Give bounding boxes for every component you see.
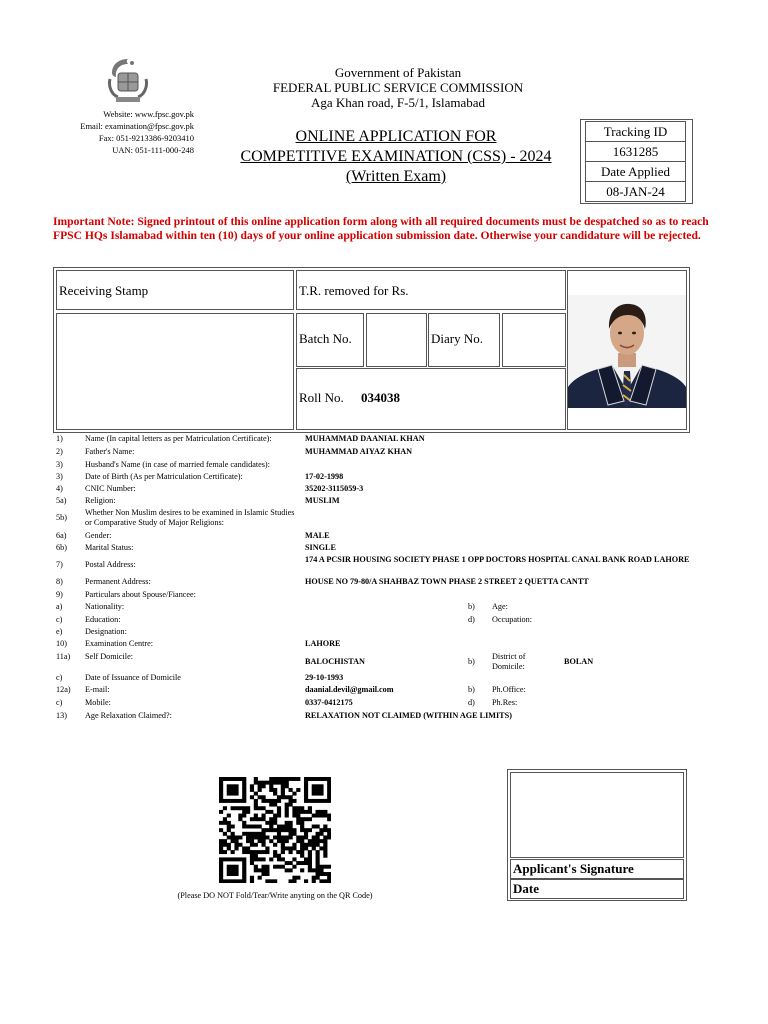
field-label: Age Relaxation Claimed?:	[85, 711, 172, 720]
field-label: District of Domicile:	[492, 652, 526, 671]
field-label: Date of Issuance of Domicile	[85, 673, 181, 682]
website-text: Website: www.fpsc.gov.pk	[103, 109, 194, 119]
field-label: Permanent Address:	[85, 577, 151, 586]
field-label: E-mail:	[85, 685, 110, 694]
tr-removed-label: T.R. removed for Rs.	[299, 283, 409, 298]
field-value-name: MUHAMMAD DAANIAL KHAN	[305, 434, 425, 443]
field-value-email: daanial.devil@gmail.com	[305, 685, 394, 694]
field-label: Age:	[492, 602, 508, 611]
diary-no-cell	[428, 313, 500, 367]
field-num: 5a)	[56, 496, 67, 505]
field-value-dob: 17-02-1998	[305, 472, 344, 481]
qr-note: (Please DO NOT Fold/Tear/Write anyting on the QR Code)	[177, 891, 373, 900]
field-value-permanent-address: HOUSE NO 79-80/A SHAHBAZ TOWN PHASE 2 STREET 2 QUETTA CANTT	[305, 577, 589, 586]
field-value-domicile-date: 29-10-1993	[305, 673, 344, 682]
field-num: c)	[56, 615, 63, 624]
applicant-photo	[568, 295, 686, 408]
field-num: 7)	[56, 560, 63, 569]
field-num: 1)	[56, 434, 63, 443]
field-value-exam-centre: LAHORE	[305, 639, 341, 648]
field-value-age-relaxation: RELAXATION NOT CLAIMED (WITHIN AGE LIMITS)	[305, 711, 512, 720]
field-num: 4)	[56, 484, 63, 493]
stamp-area	[56, 313, 294, 430]
field-label: Gender:	[85, 531, 112, 540]
field-label: Husband's Name (in case of married female candidates):	[85, 460, 270, 469]
field-label: Occupation:	[492, 615, 533, 624]
date-applied-value: 08-JAN-24	[585, 181, 686, 202]
field-label: Father's Name:	[85, 447, 135, 456]
field-label: Education:	[85, 615, 121, 624]
field-label: Designation:	[85, 627, 127, 636]
header-commission: FEDERAL PUBLIC SERVICE COMMISSION	[272, 80, 524, 95]
roll-no-cell	[296, 368, 566, 430]
batch-no-value	[366, 313, 427, 367]
field-num: b)	[468, 685, 475, 694]
tracking-id-label: Tracking ID	[585, 121, 686, 142]
batch-no-cell	[296, 313, 364, 367]
field-num: d)	[468, 615, 475, 624]
field-label: CNIC Number:	[85, 484, 136, 493]
field-num: 2)	[56, 447, 63, 456]
field-label: Mobile:	[85, 698, 111, 707]
field-num: e)	[56, 627, 63, 636]
field-num: 3)	[56, 472, 63, 481]
field-value-marital-status: SINGLE	[305, 543, 336, 552]
field-num: 13)	[56, 711, 67, 720]
field-num: c)	[56, 698, 63, 707]
field-label: Name (In capital letters as per Matriculation Certificate):	[85, 434, 272, 443]
applicant-signature-text: Applicant's Signature	[513, 861, 634, 876]
field-num: 12a)	[56, 685, 71, 694]
field-label: Marital Status:	[85, 543, 134, 552]
field-num: 9)	[56, 590, 63, 599]
uan-text: UAN: 051-111-000-248	[112, 145, 194, 155]
field-num: b)	[468, 657, 475, 666]
roll-no-value: 034038	[361, 390, 400, 405]
field-num: 6a)	[56, 531, 67, 540]
field-value-self-domicile: BALOCHISTAN	[305, 657, 365, 666]
fpsc-emblem	[104, 55, 152, 107]
diary-no-value	[502, 313, 566, 367]
field-value-religion: MUSLIM	[305, 496, 340, 505]
field-num: a)	[56, 602, 63, 611]
important-note: Important Note: Signed printout of this online application form along with all required documents must be despatched so as to reach FPSC HQs Islamabad within ten (10) days of your online application submission date. Otherwise your candidature will be rejected.	[53, 215, 709, 242]
tracking-id-value: 1631285	[585, 141, 686, 162]
field-value-cnic: 35202-3115059-3	[305, 484, 364, 493]
field-num: b)	[468, 602, 475, 611]
field-num: 6b)	[56, 543, 67, 552]
field-label: Religion:	[85, 496, 116, 505]
field-label: Nationality:	[85, 602, 125, 611]
field-num: 3)	[56, 460, 63, 469]
field-num: 8)	[56, 577, 63, 586]
field-value-gender: MALE	[305, 531, 330, 540]
field-num: c)	[56, 673, 63, 682]
title-line1: ONLINE APPLICATION FOR	[295, 128, 497, 145]
diary-no-label: Diary No.	[431, 331, 483, 346]
field-label: Ph.Office:	[492, 685, 526, 694]
field-label: Postal Address:	[85, 560, 136, 569]
tr-removed-cell	[296, 270, 566, 310]
fax-text: Fax: 051-9213386-9203410	[98, 133, 194, 143]
applicant-signature-label	[510, 859, 684, 879]
roll-no-label: Roll No.	[299, 390, 344, 405]
field-num: 5b)	[56, 513, 67, 522]
field-label: Examination Centre:	[85, 639, 153, 648]
receiving-stamp-cell	[56, 270, 294, 310]
qr-code	[219, 777, 331, 883]
field-num: 10)	[56, 639, 67, 648]
title-line3: (Written Exam)	[345, 168, 447, 185]
signature-date-label	[510, 879, 684, 899]
field-value-district-domicile: BOLAN	[564, 657, 594, 666]
field-value-father-name: MUHAMMAD AIYAZ KHAN	[305, 447, 413, 456]
field-label: Self Domicile:	[85, 652, 133, 661]
field-label: Date of Birth (As per Matriculation Certificate):	[85, 472, 243, 481]
email-text: Email: examination@fpsc.gov.pk	[80, 121, 194, 131]
field-label: Whether Non Muslim desires to be examined in Islamic Studies or Comparative Study of Major Religions:	[85, 508, 295, 527]
date-applied-label: Date Applied	[585, 161, 686, 182]
signature-date-text: Date	[513, 881, 539, 896]
field-value-mobile: 0337-0412175	[305, 698, 353, 707]
field-num: 11a)	[56, 652, 71, 661]
field-label: Particulars about Spouse/Fiancee:	[85, 590, 196, 599]
receiving-stamp-label: Receiving Stamp	[59, 283, 149, 298]
batch-no-label: Batch No.	[299, 331, 352, 346]
signature-area	[510, 772, 684, 858]
header-address: Aga Khan road, F-5/1, Islamabad	[310, 95, 485, 110]
field-num: d)	[468, 698, 475, 707]
header-government: Government of Pakistan	[334, 65, 462, 80]
field-label: Ph.Res:	[492, 698, 518, 707]
field-value-postal-address: 174 A PCSIR HOUSING SOCIETY PHASE 1 OPP DOCTORS HOSPITAL CANAL BANK ROAD LAHORE	[305, 555, 690, 564]
title-line2: COMPETITIVE EXAMINATION (CSS) - 2024	[240, 148, 552, 165]
